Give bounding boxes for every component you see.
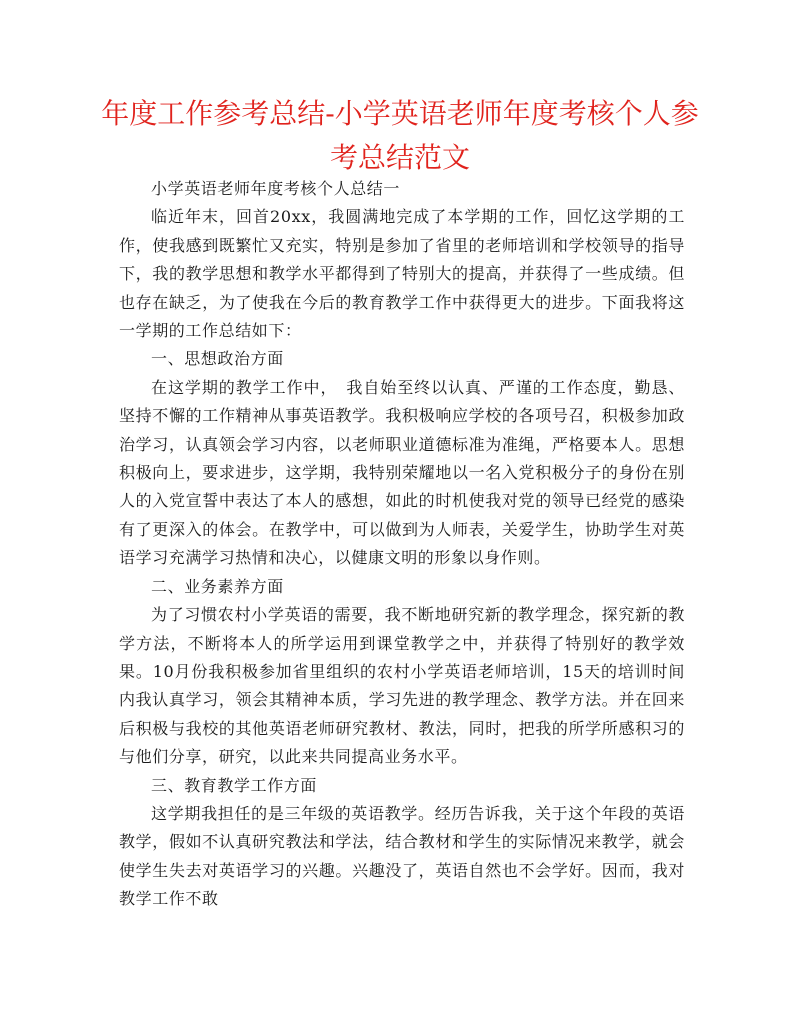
section-heading-politics: 一、思想政治方面: [151, 349, 284, 369]
document-title: 年度工作参考总结-小学英语老师年度考核个人参考总结范文: [101, 97, 699, 174]
section-paragraph-professional: 为了习惯农村小学英语的需要，我不断地研究新的教学理念，探究新的教学方法，不断将本人的所学运用到课堂教学之中，并获得了特别好的教学效果。10月份我积极参加省里组织的农村小学英语老师培训，15天的培训时间内我认真学习，领会其精神本质，学习先进的教学理念、教学方法。并在回来后积极与我校的其他英语老师研究教材、教法，同时，把我的所学所感积习的与他们分享，研究，以此来共同提高业务水平。: [119, 605, 685, 767]
section-heading-professional: 二、业务素养方面: [151, 576, 284, 596]
intro-paragraph: 临近年末，回首20xx，我圆满地完成了本学期的工作，回忆这学期的工作，使我感到既繁忙又充实，特别是参加了省里的老师培训和学校领导的指导下，我的教学思想和教学水平都得到了特别大的提高，并获得了一些成绩。但也存在缺乏，为了使我在今后的教育教学工作中获得更大的进步。下面我将这一学期的工作总结如下：: [119, 207, 685, 341]
document-subtitle: 小学英语老师年度考核个人总结一: [151, 179, 401, 198]
document-body: [119, 175, 685, 914]
section-paragraph-politics: 在这学期的教学工作中， 我自始至终以认真、严谨的工作态度，勤恳、坚持不懈的工作精神从事英语教学。我积极响应学校的各项号召，积极参加政治学习，认真领会学习内容，以老师职业道德标准为准绳，严格要本人。思想积极向上，要求进步，这学期，我特别荣耀地以一名入党积极分子的身份在别人的入党宣誓中表达了本人的感想，如此的时机使我对党的领导已经党的感染有了更深入的体会。在教学中，可以做到为人师表，关爱学生，协助学生对英语学习充满学习热情和决心，以健康文明的形象以身作则。: [119, 377, 685, 568]
section-paragraph-teaching: 这学期我担任的是三年级的英语教学。经历告诉我，关于这个年段的英语教学，假如不认真研究教法和学法，结合教材和学生的实际情况来教学，就会使学生失去对英语学习的兴趣。兴趣没了，英语自然也不会学好。因而，我对教学工作不敢: [119, 803, 685, 909]
section-heading-teaching: 三、教育教学工作方面: [151, 775, 318, 795]
